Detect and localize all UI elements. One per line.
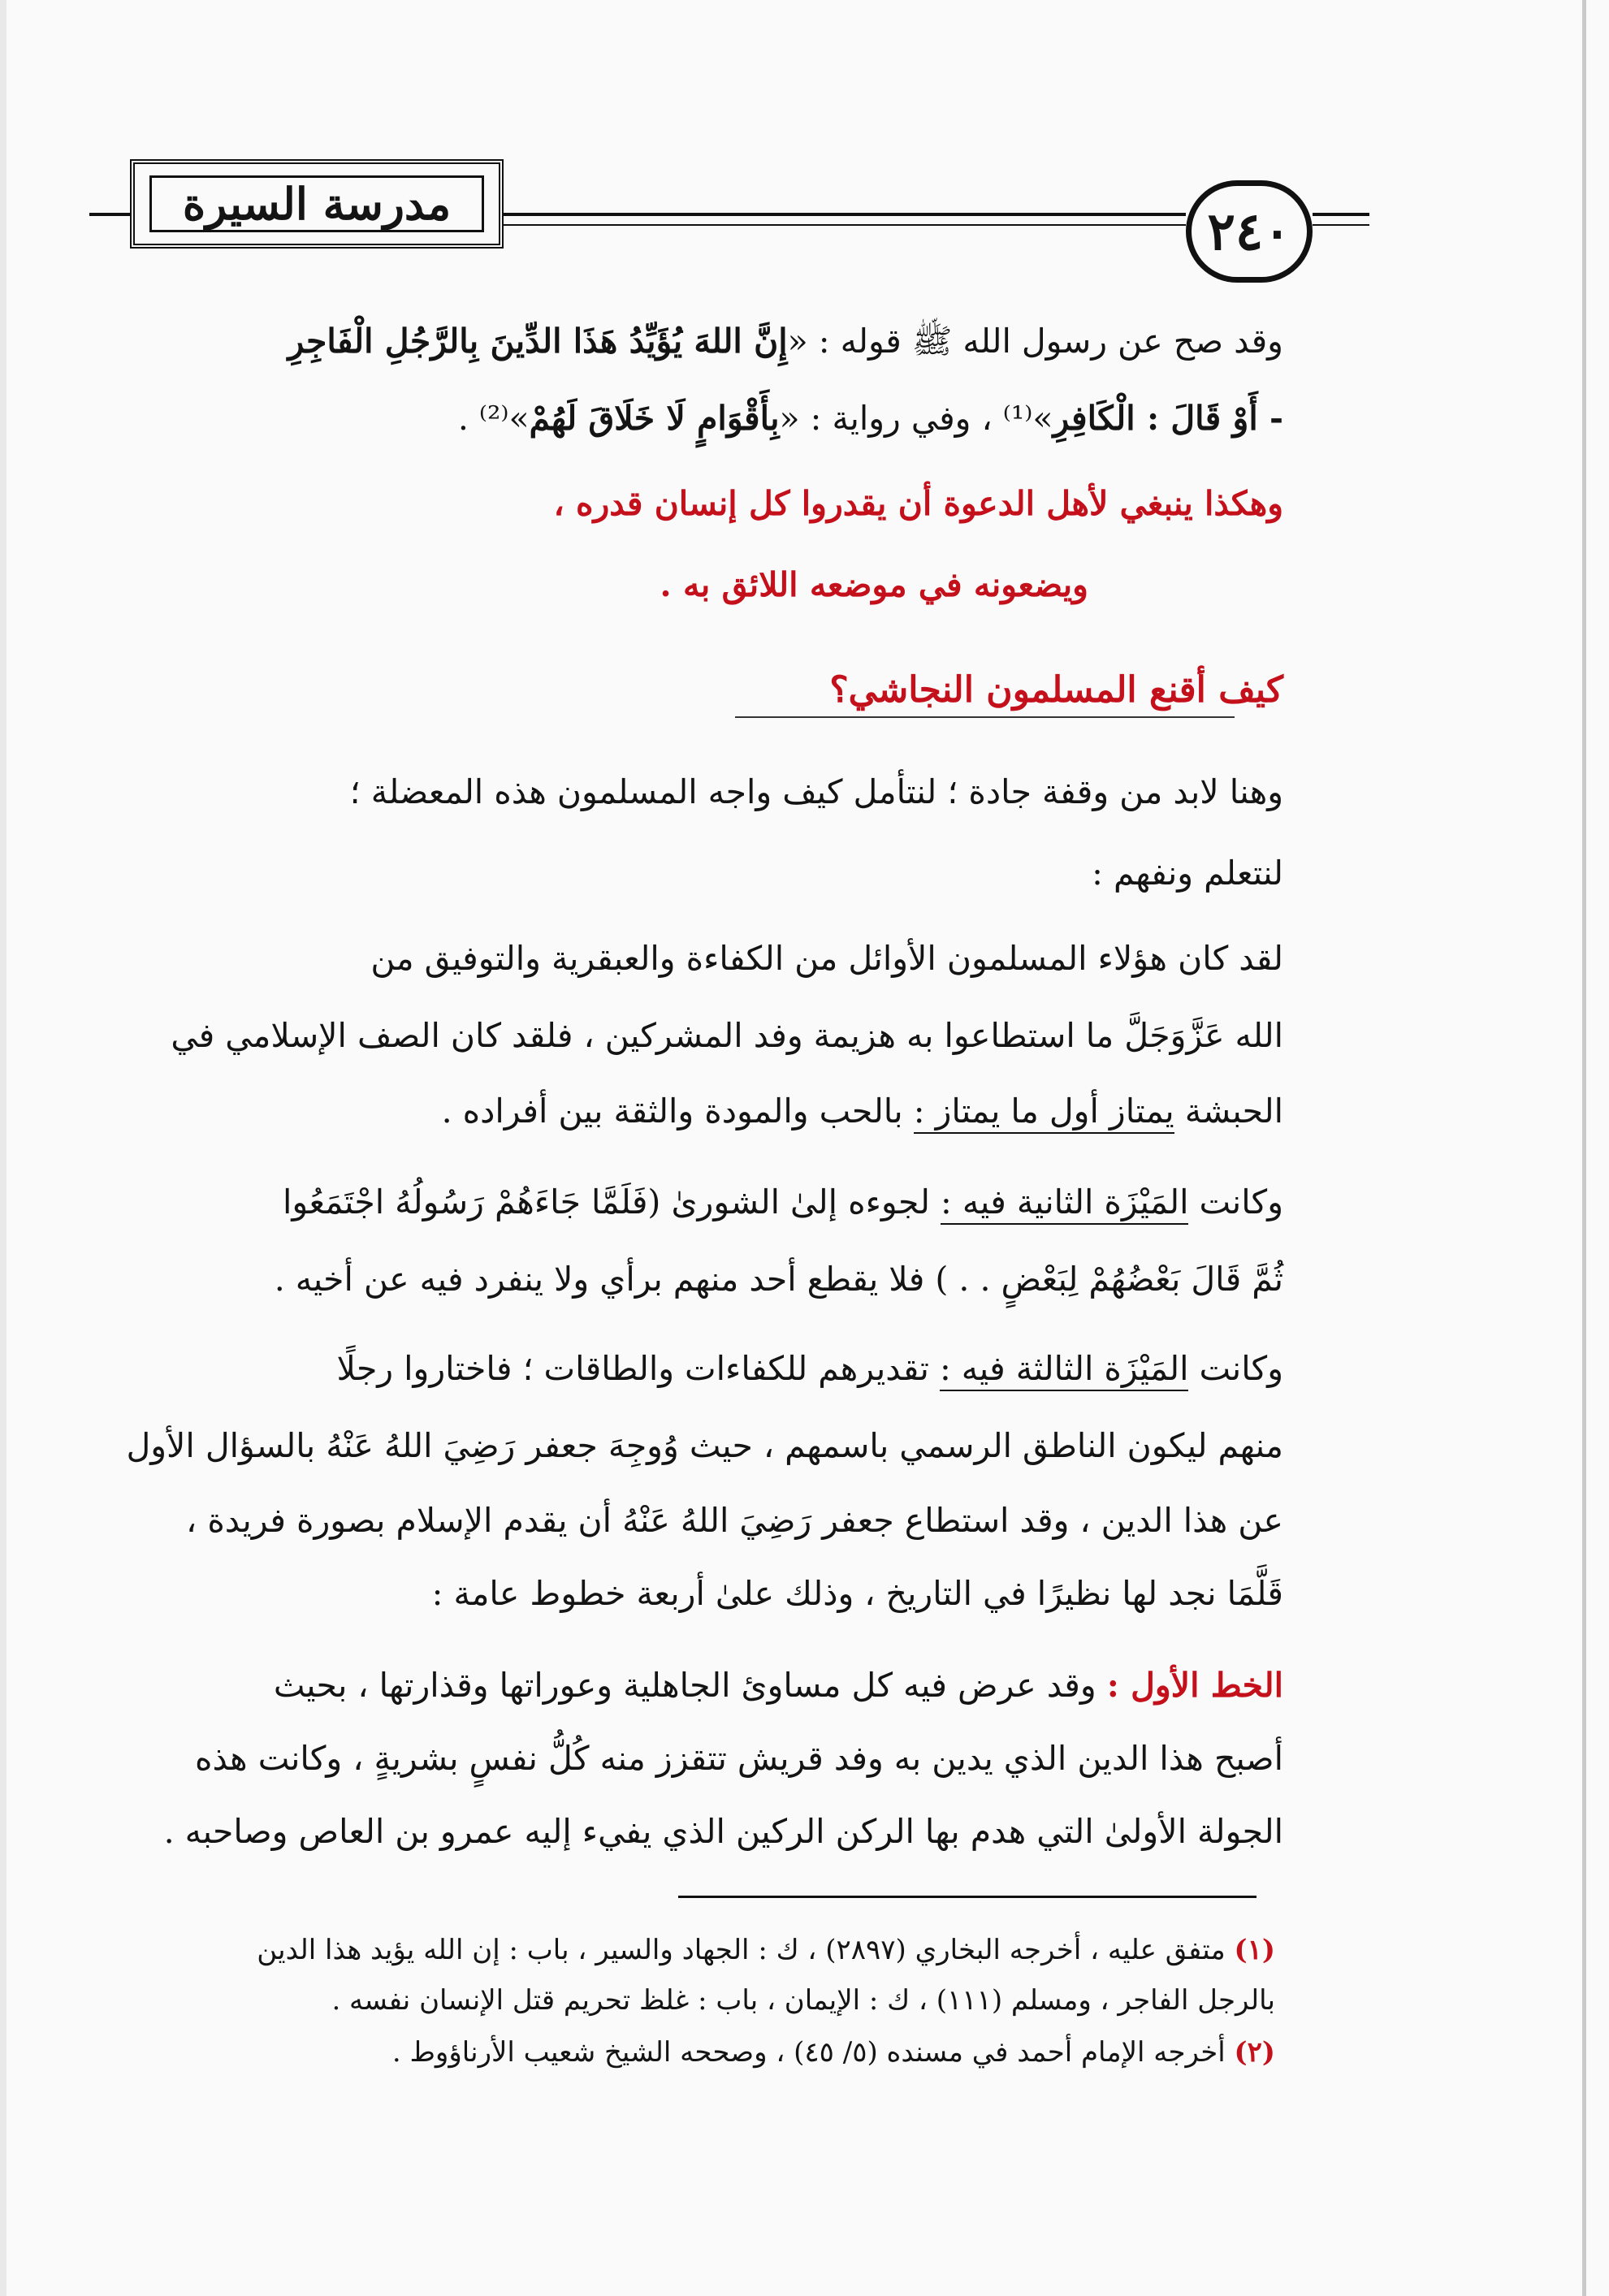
page-left-edge	[0, 0, 6, 2296]
text-span: الحبشة	[1174, 1092, 1283, 1131]
hadith-quote: - أَوْ قَالَ : الْكَافِرِ	[1053, 399, 1283, 438]
text-line: لقد كان هؤلاء المسلمون الأوائل من الكفاءة والعبقرية والتوفيق من	[370, 939, 1283, 978]
text-line: الله عَزَّوَجَلَّ ما استطاعوا به هزيمة وفد المشركين ، فلقد كان الصف الإسلامي في	[171, 1016, 1283, 1055]
footnote-number: (١)	[1234, 1934, 1275, 1966]
paragraph	[89, 1791, 1283, 1872]
running-title-frame	[130, 159, 504, 249]
header-rule	[504, 213, 1186, 216]
text-line: أصبح هذا الدين الذي يدين به وفد قريش تتقزز منه كُلُّ نفسٍ بشريةٍ ، وكانت هذه	[195, 1739, 1283, 1778]
text-span: »⁽²⁾ .	[457, 399, 530, 438]
hadith-quote: إِنَّ اللهَ يُؤَيِّدُ هَذَا الدِّينَ بِالرَّجُلِ الْفَاجِرِ	[288, 322, 788, 361]
text-line: لنتعلم ونفهم :	[1092, 854, 1283, 893]
paragraph	[89, 1070, 1283, 1152]
footnote	[65, 1975, 1275, 2026]
text-line: قَلَّمَا نجد لها نظيرًا في التاريخ ، وذلك علىٰ أربعة خطوط عامة :	[431, 1574, 1283, 1613]
line-label: الخط الأول :	[1106, 1666, 1283, 1705]
highlighted-line: وهكذا ينبغي لأهل الدعوة أن يقدروا كل إنسان قدره ،	[553, 484, 1283, 523]
running-title: مدرسة السيرة	[149, 175, 484, 233]
page-right-edge	[1582, 0, 1586, 2296]
header-rule	[1313, 213, 1369, 216]
paragraph	[89, 832, 1283, 914]
text-span: وكانت	[1188, 1349, 1283, 1388]
paragraph	[89, 1161, 1283, 1243]
text-line: وهنا لابد من وقفة جادة ؛ لنتأمل كيف واجه المسلمون هذه المعضلة ؛	[349, 772, 1283, 811]
paragraph	[89, 995, 1283, 1076]
text-span: »⁽¹⁾ ، وفي رواية : «	[779, 399, 1053, 438]
header-rule	[504, 224, 1186, 226]
footnote	[65, 1925, 1275, 1975]
page-number: ٢٤٠	[1186, 180, 1313, 283]
text-span: وقد صح عن رسول الله ﷺ قوله : «	[787, 322, 1283, 361]
text-span: وقد عرض فيه كل مساوئ الجاهلية وعوراتها وقذارتها ، بحيث	[273, 1666, 1107, 1705]
paragraph	[89, 918, 1283, 999]
header-rule	[1313, 224, 1369, 226]
footnote-text: بالرجل الفاجر ، ومسلم (١١١) ، ك : الإيمان ، باب : غلظ تحريم قتل الإنسان نفسه .	[331, 1984, 1275, 2017]
underlined-phrase: المَيْزَة الثالثة فيه :	[940, 1349, 1189, 1391]
paragraph	[89, 301, 1283, 382]
highlighted-statement	[268, 463, 1283, 544]
section-heading-text: كيف أقنع المسلمون النجاشي؟	[829, 669, 1283, 711]
paragraph	[89, 751, 1283, 832]
text-span: لجوءه إلىٰ الشورىٰ (فَلَمَّا جَاءَهُمْ رَسُولُهُ اجْتَمَعُوا	[282, 1183, 941, 1222]
text-line: عن هذا الدين ، وقد استطاع جعفر رَضِيَ اللهُ عَنْهُ أن يقدم الإسلام بصورة فريدة ،	[186, 1501, 1283, 1540]
text-span: بالحب والمودة والثقة بين أفراده .	[441, 1092, 914, 1131]
text-line: ثُمَّ قَالَ بَعْضُهُمْ لِبَعْضٍ . . ) فلا يقطع أحد منهم برأي ولا ينفرد فيه عن أخيه .	[274, 1260, 1283, 1299]
footnote-number: (٢)	[1234, 2036, 1275, 2069]
text-line: الجولة الأولىٰ التي هدم بها الركن الركين الذي يفيء إليه عمرو بن العاص وصاحبه .	[163, 1812, 1283, 1851]
paragraph	[89, 1645, 1283, 1726]
text-span: وكانت	[1188, 1183, 1283, 1222]
footnote-text: أخرجه الإمام أحمد في مسنده (٥/ ٤٥) ، وصححه الشيخ شعيب الأرناؤوط .	[391, 2036, 1226, 2069]
heading-underline	[735, 716, 1235, 718]
header-rule	[89, 213, 130, 216]
underlined-phrase: المَيْزَة الثانية فيه :	[941, 1183, 1188, 1225]
footnote	[65, 2027, 1275, 2078]
paragraph	[89, 1239, 1283, 1320]
paragraph	[89, 1405, 1283, 1486]
hadith-quote: بِأَقْوَامٍ لَا خَلَاقَ لَهُمْ	[529, 399, 780, 438]
footnote-text: متفق عليه ، أخرجه البخاري (٢٨٩٧) ، ك : الجهاد والسير ، باب : إن الله يؤيد هذا الدين	[257, 1934, 1226, 1966]
paragraph	[89, 1480, 1283, 1561]
paragraph	[89, 378, 1283, 459]
section-heading	[89, 650, 1283, 731]
highlighted-line: ويضعونه في موضعه اللائق به .	[660, 565, 1088, 604]
text-span: تقديرهم للكفاءات والطاقات ؛ فاختاروا رجلًا	[336, 1349, 940, 1388]
footnote-separator	[678, 1896, 1256, 1898]
paragraph	[89, 1718, 1283, 1799]
underlined-phrase: يمتاز أول ما يمتاز :	[914, 1092, 1174, 1134]
paragraph	[89, 1553, 1283, 1634]
text-line: منهم ليكون الناطق الرسمي باسمهم ، حيث وُوجِهَ جعفر رَضِيَ اللهُ عَنْهُ بالسؤال الأول	[126, 1426, 1283, 1465]
highlighted-statement	[268, 544, 1088, 625]
paragraph	[89, 1328, 1283, 1409]
